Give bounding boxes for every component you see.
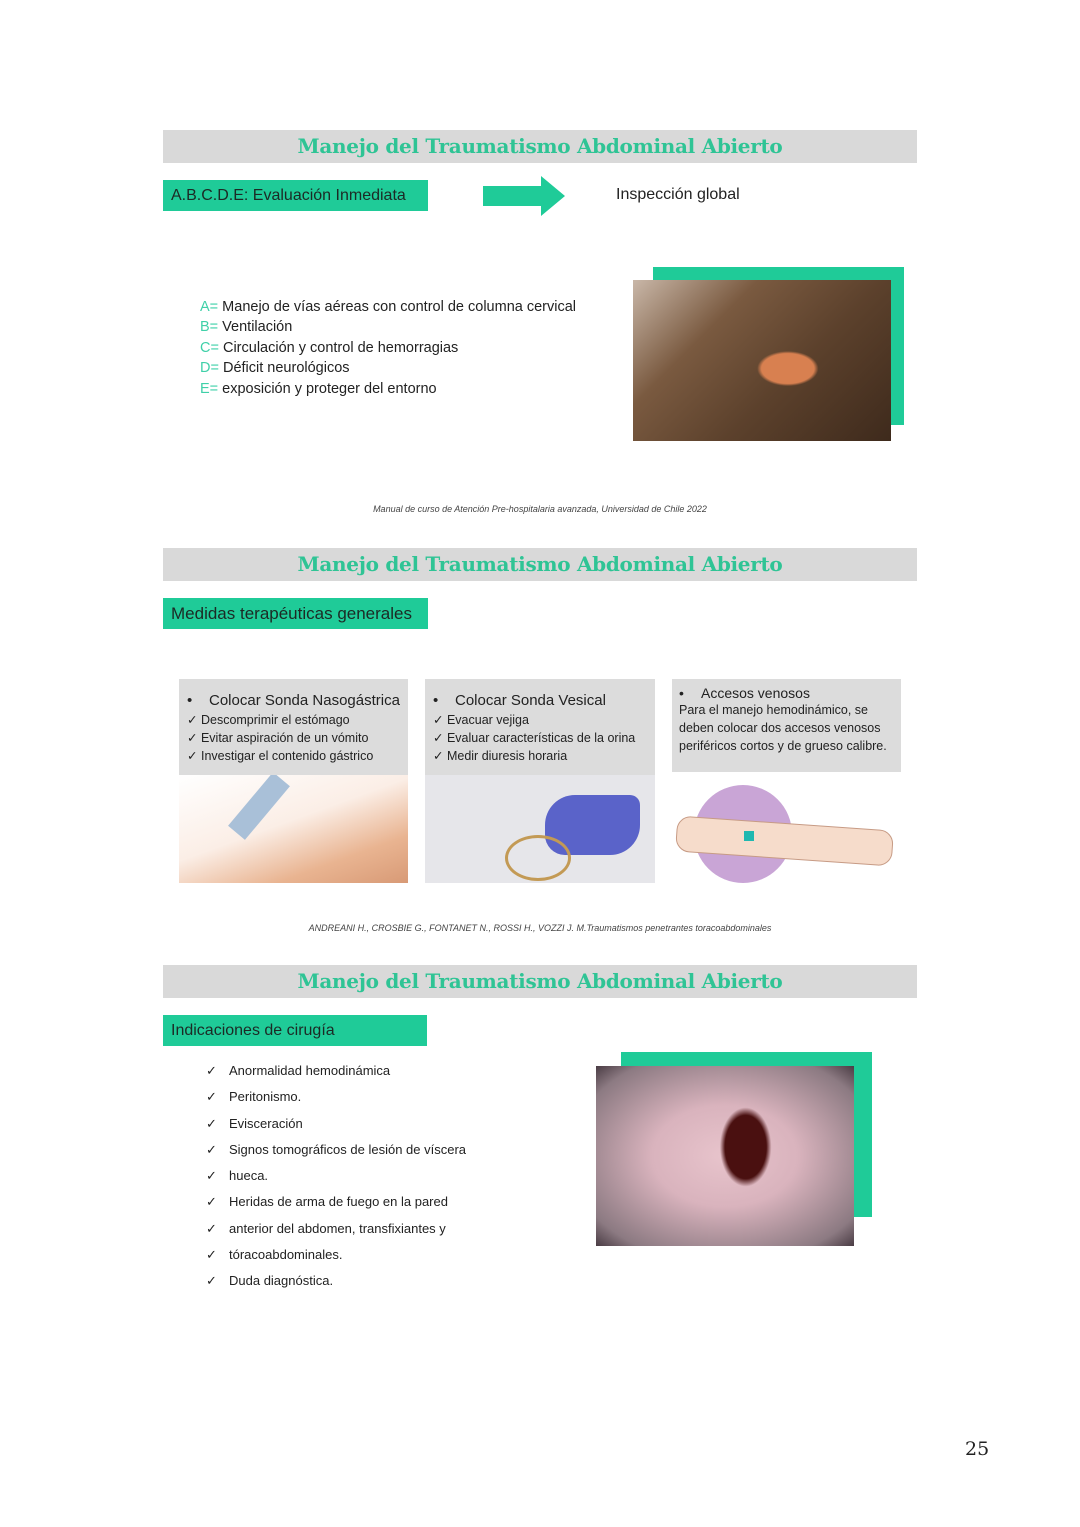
nasogastric-photo [179,775,408,883]
citation: Manual de curso de Atención Pre-hospitalaria avanzada, Universidad de Chile 2022 [373,504,707,514]
vesical-photo [425,775,655,883]
list-item: ✓ Signos tomográficos de lesión de víscera [206,1141,467,1157]
wound-photo [596,1066,854,1246]
list-item: ✓ Anormalidad hemodinámica [206,1063,391,1078]
slide-1-title: Manejo del Traumatismo Abdominal Abierto [163,130,917,163]
list-item: ✓ anterior del abdomen, transfixiantes y [206,1220,446,1236]
slide-2-label: Medidas terapéuticas generales [163,598,428,629]
vesical-box: • Colocar Sonda Vesical ✓ Evacuar vejiga ✓ Evaluar características de la orina ✓ Medir diuresis horaria [425,679,655,775]
page-number: 25 [965,1438,990,1460]
arrow-right-icon [483,176,565,216]
abcde-item: D= Déficit neurológicos [200,360,350,377]
slide-1-label: A.B.C.D.E: Evaluación Inmediata [163,180,428,211]
list-item: ✓ Peritonismo. [206,1089,302,1105]
venous-box: • Accesos venosos Para el manejo hemodinámico, se deben colocar dos accesos venosos periféricos cortos y de grueso calibre. [672,679,901,772]
list-item: ✓ Heridas de arma de fuego en la pared [206,1194,448,1210]
inspection-text: Inspección global [616,186,740,203]
slide-3-title: Manejo del Traumatismo Abdominal Abierto [163,965,917,998]
nasogastric-box: • Colocar Sonda Nasogástrica ✓ Descomprimir el estómago ✓ Evitar aspiración de un vómito ✓ Investigar el contenido gástrico [179,679,408,775]
abcde-item: A= Manejo de vías aéreas con control de columna cervical [200,299,576,315]
abcde-item: C= Circulación y control de hemorragias [200,339,459,356]
slide-3-label: Indicaciones de cirugía [163,1015,427,1046]
list-item: ✓ hueca. [206,1168,269,1184]
abcde-list [200,297,576,399]
list-item: ✓ Duda diagnóstica. [206,1273,334,1289]
venous-access-illustration [672,775,901,885]
citation: ANDREANI H., CROSBIE G., FONTANET N., ROSSI H., VOZZI J. M.Traumatismos penetrantes toracoabdominales [308,923,772,933]
abcde-item: E= exposición y proteger del entorno [200,380,437,397]
abdominal-wound-photo [633,280,891,441]
list-item: ✓ Evisceración [206,1115,303,1131]
surgery-indications-list [206,1058,466,1295]
abcde-item: B= Ventilación [200,319,293,336]
slide-2-title: Manejo del Traumatismo Abdominal Abierto [163,548,917,581]
list-item: ✓ tóracoabdominales. [206,1247,343,1263]
